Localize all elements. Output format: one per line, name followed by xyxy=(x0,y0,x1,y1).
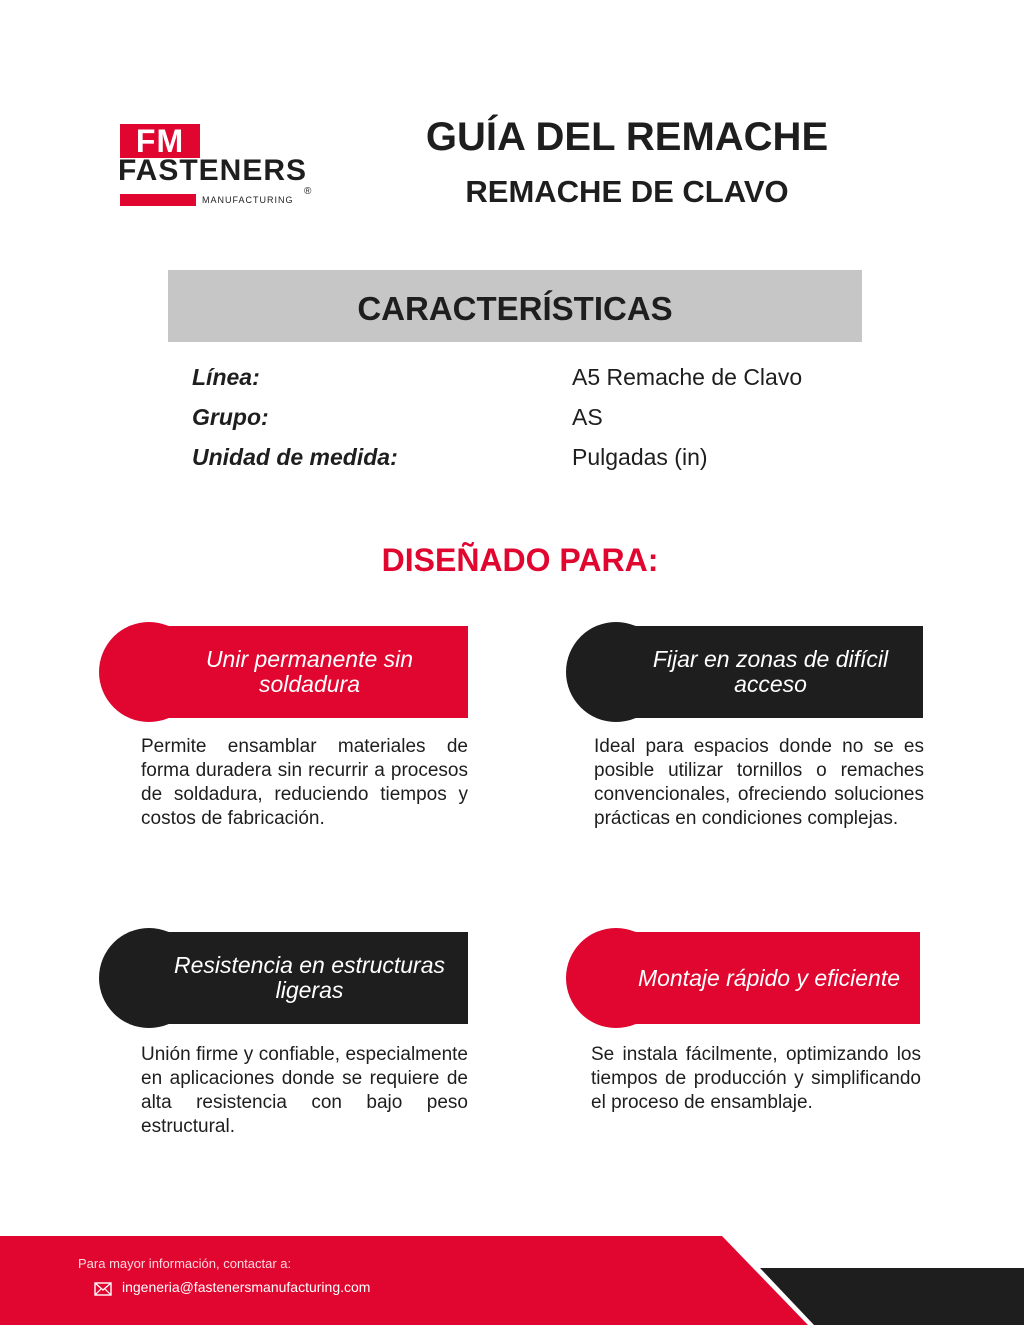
logo-red-bar xyxy=(120,194,196,206)
mail-icon xyxy=(94,1282,112,1296)
feature-card-header-3 xyxy=(99,932,468,1024)
company-logo xyxy=(118,124,318,214)
logo-registered-mark: ® xyxy=(304,186,312,197)
characteristic-label: Línea: xyxy=(192,364,260,390)
page-subtitle: REMACHE DE CLAVO xyxy=(465,174,789,209)
feature-card-header-2 xyxy=(566,626,923,718)
feature-card-title: Montaje rápido y eficiente xyxy=(637,964,901,991)
feature-card-header-1 xyxy=(99,626,468,718)
feature-card-title: Fijar en zonas de difícil acceso xyxy=(652,646,889,697)
characteristics-heading: CARACTERÍSTICAS xyxy=(357,290,673,327)
characteristic-row-unit xyxy=(192,437,892,477)
feature-card-description: Unión firme y confiable, especialmente en aplicaciones donde se requiere de alta resistencia con bajo peso estructural. xyxy=(141,1044,468,1137)
feature-card-description: Ideal para espacios donde no se es posible utilizar tornillos o remaches convencionales, ofreciendo soluciones prácticas en condiciones complejas. xyxy=(594,736,924,829)
characteristic-row-group xyxy=(192,397,892,437)
characteristics-band xyxy=(168,270,862,342)
feature-card-description: Se instala fácilmente, optimizando los tiempos de producción y simplificando el proceso de ensamblaje. xyxy=(591,1044,921,1113)
characteristic-label: Grupo: xyxy=(192,404,269,430)
characteristic-value: AS xyxy=(572,404,603,430)
feature-card-header-4 xyxy=(566,932,920,1024)
feature-card-description: Permite ensamblar materiales de forma duradera sin recurrir a procesos de soldadura, reduciendo tiempos y costos de fabricación. xyxy=(141,736,468,829)
feature-card-title: Resistencia en estructuras ligeras xyxy=(173,952,445,1003)
page-title: GUÍA DEL REMACHE xyxy=(425,115,829,159)
footer-contact-label: Para mayor información, contactar a: xyxy=(78,1256,292,1271)
logo-manufacturing-text: MANUFACTURING xyxy=(202,195,294,205)
characteristic-value: Pulgadas (in) xyxy=(572,444,708,470)
characteristic-label: Unidad de medida: xyxy=(192,444,398,470)
characteristic-row-line xyxy=(192,357,892,397)
footer-email-link[interactable]: ingeneria@fastenersmanufacturing.com xyxy=(122,1279,371,1295)
characteristic-value: A5 Remache de Clavo xyxy=(572,364,803,390)
logo-fm-mark: FM xyxy=(120,124,200,158)
designed-for-heading: DISEÑADO PARA: xyxy=(381,542,659,578)
feature-card-title: Unir permanente sin soldadura xyxy=(205,646,414,697)
logo-fasteners-wordmark: FASTENERS xyxy=(118,154,308,187)
